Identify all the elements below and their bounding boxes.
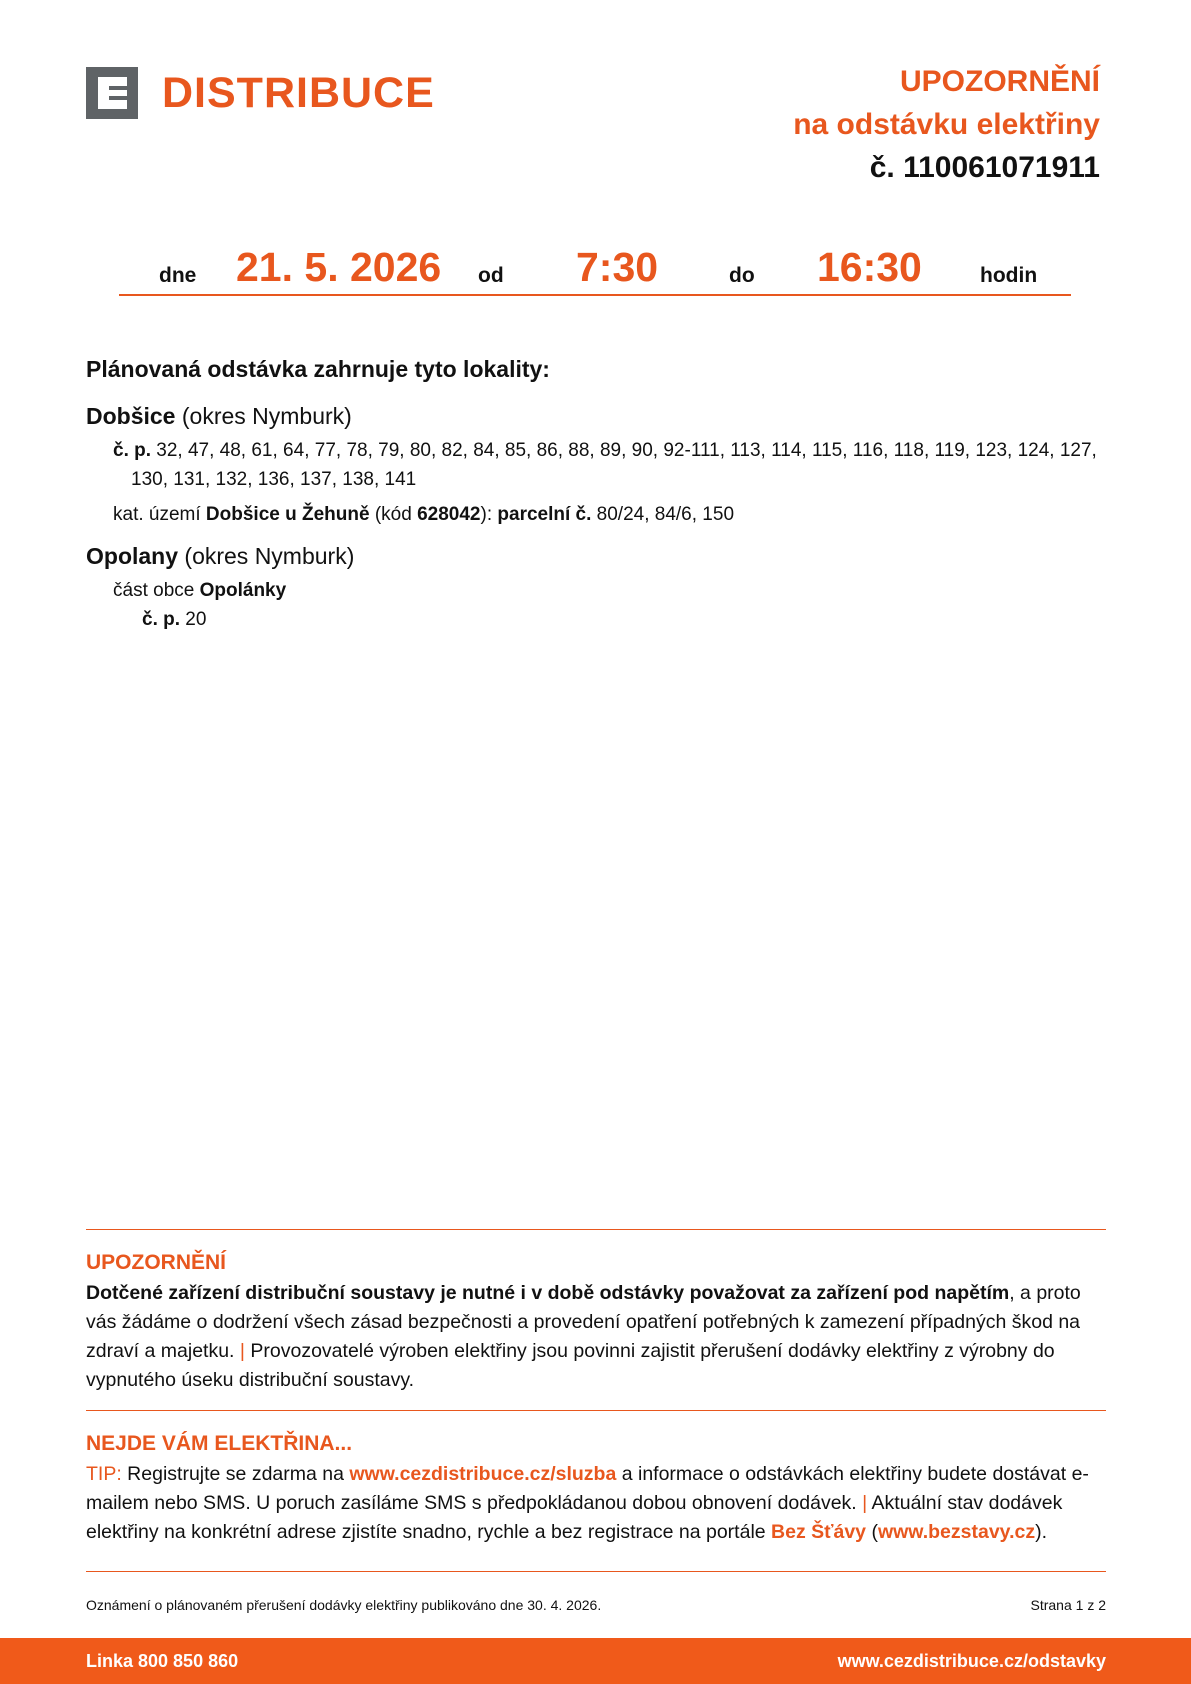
tip-text-part3: Aktuální stav dodávek elektřiny na konkrétní adrese zjistíte snadno, rychle a bez registrace na portále: [86, 1492, 1063, 1543]
locality-name: Dobšice: [86, 403, 176, 429]
municipality-part-name: Opolánky: [199, 580, 287, 601]
locality-title: [86, 543, 1106, 570]
cadastral-prefix: kat. území: [113, 504, 206, 525]
house-numbers: [86, 605, 1106, 634]
divider: [86, 1410, 1106, 1411]
warning-box: [86, 1248, 1106, 1395]
notice-subtitle: na odstávku elektřiny: [793, 108, 1100, 141]
parcel-label: parcelní č.: [497, 504, 592, 525]
outage-time-from: 7:30: [576, 244, 659, 290]
warning-title: UPOZORNĚNÍ: [86, 1251, 227, 1274]
house-numbers-values: 20: [180, 609, 207, 630]
house-numbers-values: 32, 47, 48, 61, 64, 77, 78, 79, 80, 82, 84, 85, 86, 88, 89, 90, 92-111, 113, 114, 115, 116, 118, 119, 123, 124, 127, 130, 131, 132, 136, 137, 138, 141: [131, 440, 1097, 490]
outage-date: 21. 5. 2026: [236, 244, 442, 290]
locality-district: (okres Nymburk): [175, 403, 352, 429]
published-note: Oznámení o plánovaném přerušení dodávky elektřiny publikováno dne 30. 4. 2026.: [86, 1597, 602, 1613]
no-power-title: NEJDE VÁM ELEKTŘINA...: [86, 1432, 353, 1455]
locality-name: Opolany: [86, 543, 179, 569]
no-power-box: [86, 1429, 1106, 1547]
cadastral-name: Dobšice u Žehuně: [205, 504, 370, 525]
notice-header: [793, 60, 1100, 189]
house-numbers-label: č. p.: [142, 609, 181, 630]
footer-website-link[interactable]: www.cezdistribuce.cz/odstavky: [837, 1651, 1106, 1671]
no-power-text: [86, 1460, 1106, 1547]
cadastral-code: 628042: [417, 504, 481, 525]
cadastral-code-suffix: ):: [480, 504, 498, 525]
outage-schedule: [119, 238, 1071, 296]
label-from: od: [478, 264, 504, 287]
separator: |: [239, 1340, 245, 1362]
bezstavy-link[interactable]: www.bezstavy.cz: [877, 1521, 1036, 1543]
separator: |: [862, 1492, 868, 1514]
municipality-part-prefix: část obce: [113, 580, 200, 601]
label-hours: hodin: [980, 264, 1038, 287]
notice-title: UPOZORNĚNÍ: [899, 65, 1100, 98]
cadastral-code-prefix: (kód: [369, 504, 418, 525]
notice-number: č. 110061071911: [869, 151, 1100, 184]
tip-text-part2: a informace o odstávkách elektřiny budete dostávat e-mailem nebo SMS. U poruch zasíláme SMS s předpokládanou dobou obnovení dodávek.: [86, 1463, 1089, 1514]
locality-opolany: [86, 543, 1106, 634]
warning-text-part2: Provozovatelé výroben elektřiny jsou povinni zajistit přerušení dodávky elektřiny z výrobny do vypnutého úseku distribuční soustavy.: [86, 1340, 1055, 1391]
locality-dobsice: [86, 403, 1106, 529]
portal-name: Bez Šťávy: [771, 1521, 867, 1543]
warning-text: [86, 1279, 1106, 1395]
localities-section: [86, 356, 1106, 634]
hotline[interactable]: Linka 800 850 860: [86, 1651, 239, 1671]
house-numbers: [86, 436, 1106, 494]
tip-text-part1: Registrujte se zdarma na: [121, 1463, 350, 1485]
footer-bar: [0, 1638, 1191, 1684]
localities-heading: Plánovaná odstávka zahrnuje tyto lokality:: [86, 356, 550, 382]
divider: [86, 1571, 1106, 1572]
locality-district: (okres Nymburk): [178, 543, 355, 569]
tip-label: TIP:: [86, 1463, 122, 1485]
municipality-part: [86, 576, 1106, 605]
company-logo: [86, 67, 435, 119]
page-indicator: Strana 1 z 2: [1030, 1597, 1106, 1613]
outage-time-to: 16:30: [817, 244, 922, 290]
locality-title: [86, 403, 1106, 430]
label-to: do: [729, 264, 755, 287]
warning-bold-text: Dotčené zařízení distribuční soustavy je nutné i v době odstávky považovat za zařízení pod napětím: [86, 1282, 1010, 1304]
tip-text-part5: ).: [1035, 1521, 1048, 1543]
registration-link[interactable]: www.cezdistribuce.cz/sluzba: [349, 1463, 617, 1485]
tip-text-part4: (: [866, 1521, 878, 1543]
cez-logo-icon: [86, 67, 138, 119]
house-numbers-label: č. p.: [113, 440, 152, 461]
parcel-values: 80/24, 84/6, 150: [591, 504, 735, 525]
divider: [86, 1229, 1106, 1230]
cadastral-line: [86, 500, 1106, 529]
label-day: dne: [159, 264, 197, 287]
warning-text-part1: , a proto vás žádáme o dodržení všech zásad bezpečnosti a provedení opatření potřebných k zamezení případných škod na zdraví a majetku.: [86, 1282, 1081, 1362]
logo-text: DISTRIBUCE: [162, 68, 435, 117]
